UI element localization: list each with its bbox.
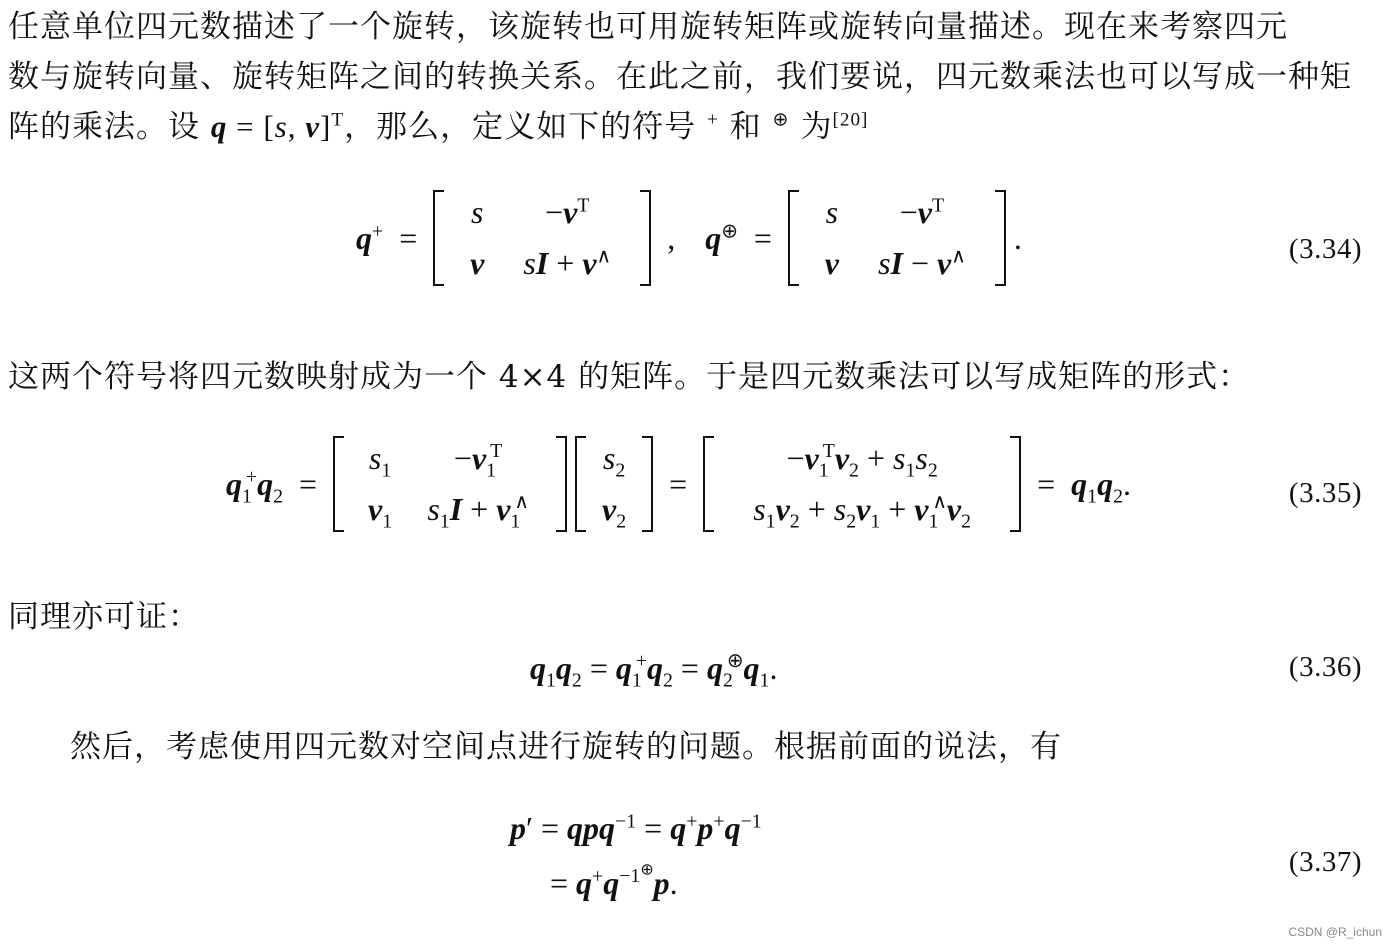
matrix-q1-plus: $s_1$ $-v_1^T$ $v_1$ $s_1I + v_1^\wedge$ [333,436,567,532]
equation-number-3-34: (3.34) [1288,233,1362,265]
paragraph-1-line-1: 任意单位四元数描述了一个旋转，该旋转也可用旋转矩阵或旋转向量描述。现在来考察四元 [8,9,1288,45]
math-q-definition: q [210,109,228,144]
paragraph-1-line-3-b: ，那么，定义如下的符号 [344,109,707,145]
equation-number-3-37: (3.37) [1288,846,1362,878]
watermark: CSDN @R_ichun [1288,925,1382,939]
matrix-q-plus: s $-v^T$ v sI + v∧ [433,190,651,286]
equation-number-3-35: (3.35) [1288,477,1362,509]
vector-q2: $s_2$ $v_2$ [575,436,653,532]
paragraph-1-line-3-d: 为 [789,109,833,145]
paragraph-4: 然后，考虑使用四元数对空间点进行旋转的问题。根据前面的说法，有 [70,729,1062,765]
matrix-q-oplus: s $-v^T$ v sI − v∧ [788,190,1006,286]
equation-3-37 [510,810,762,902]
equation-3-35: $q_1^+q_2$ = $s_1$ $-v_1^T$ $v_1$ $s_1I + v_1^\wedge$ $s_2$ $v_2$ = $-v_1^Tv_2 + s_1s_2$ $s_1v_2 + s_2v_1 + v_1^\wedge v_2$ = $q_1q_2$. [226,436,1131,532]
oplus-symbol: ⊕ [772,109,790,131]
equation-number-3-36: (3.36) [1288,651,1362,683]
vector-product: $-v_1^Tv_2 + s_1s_2$ $s_1v_2 + s_2v_1 + v_1^\wedge v_2$ [703,436,1021,532]
paragraph-1-line-3-a: 阵的乘法。设 [8,109,211,145]
plus-symbol: + [706,109,719,131]
equation-3-37-line-1: $p' = qpq^{-1} = q^+p^+q^{-1}$ [510,810,762,846]
equation-3-37-line-2: = $q^+q^{-1^\oplus}p$. [550,861,678,901]
equation-3-36: $q_1q_2 = q_1^+q_2 = q_2^\oplus q_1$. [530,650,778,692]
paragraph-2: 这两个符号将四元数映射成为一个 4×4 的矩阵。于是四元数乘法可以写成矩阵的形式： [8,359,1251,395]
paragraph-1-line-2: 数与旋转向量、旋转矩阵之间的转换关系。在此之前，我们要说，四元数乘法也可以写成一种矩 [8,59,1352,95]
paragraph-1-line-3: 阵的乘法。设 q = [s, v]$^T$，那么，定义如下的符号 + 和 ⊕ 为[20] [8,109,869,145]
paragraph-1-line-3-c: 和 [718,109,773,145]
citation: [20] [832,109,869,131]
equation-3-34: q+ = s $-v^T$ v sI + v∧ , q⊕ = s $-v^T$ v sI − v∧ . [356,190,1022,286]
paragraph-3: 同理亦可证： [8,599,200,635]
